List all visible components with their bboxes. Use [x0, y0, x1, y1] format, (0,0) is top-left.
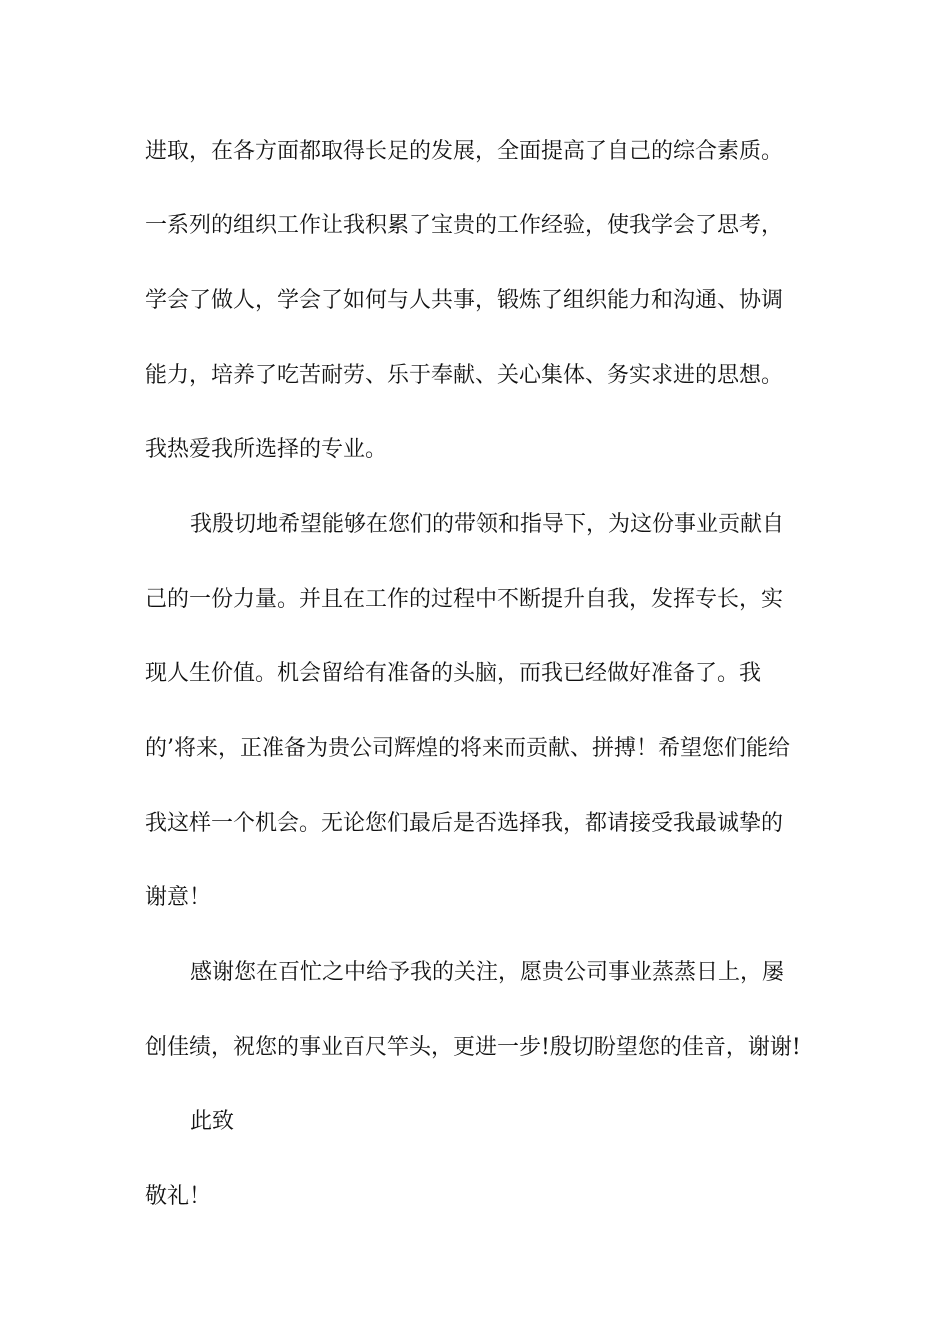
paragraph-line: 感谢您在百忙之中给予我的关注，愿贵公司事业蒸蒸日上，屡 — [190, 960, 785, 985]
paragraph-line: 现人生价值。机会留给有准备的头脑，而我已经做好准备了。我 — [145, 661, 762, 686]
paragraph-line: 我热爱我所选择的专业。 — [145, 437, 388, 462]
paragraph-line: 我这样一个机会。无论您们最后是否选择我，都请接受我最诚挚的 — [145, 811, 784, 836]
paragraph-line: 学会了做人，学会了如何与人共事，锻炼了组织能力和沟通、协调 — [145, 288, 784, 313]
paragraph-line: 一系列的组织工作让我积累了宝贵的工作经验，使我学会了思考， — [145, 213, 784, 238]
paragraph-line: 进取，在各方面都取得长足的发展，全面提高了自己的综合素质。 — [145, 139, 784, 164]
closing-regards: 敬礼！ — [145, 1184, 212, 1209]
paragraph-line: 我殷切地希望能够在您们的带领和指导下，为这份事业贡献自 — [190, 512, 785, 537]
paragraph-line: 的’将来，正准备为贵公司辉煌的将来而贡献、拼搏！希望您们能给 — [145, 736, 790, 761]
paragraph-line: 能力，培养了吃苦耐劳、乐于奉献、关心集体、务实求进的思想。 — [145, 363, 784, 388]
paragraph-line: 己的一份力量。并且在工作的过程中不断提升自我，发挥专长，实 — [145, 587, 784, 612]
paragraph-line: 谢意！ — [145, 885, 212, 910]
closing-salutation: 此致 — [190, 1109, 235, 1134]
paragraph-line: 创佳绩，祝您的事业百尺竿头，更进一步!殷切盼望您的佳音，谢谢! — [145, 1035, 801, 1060]
